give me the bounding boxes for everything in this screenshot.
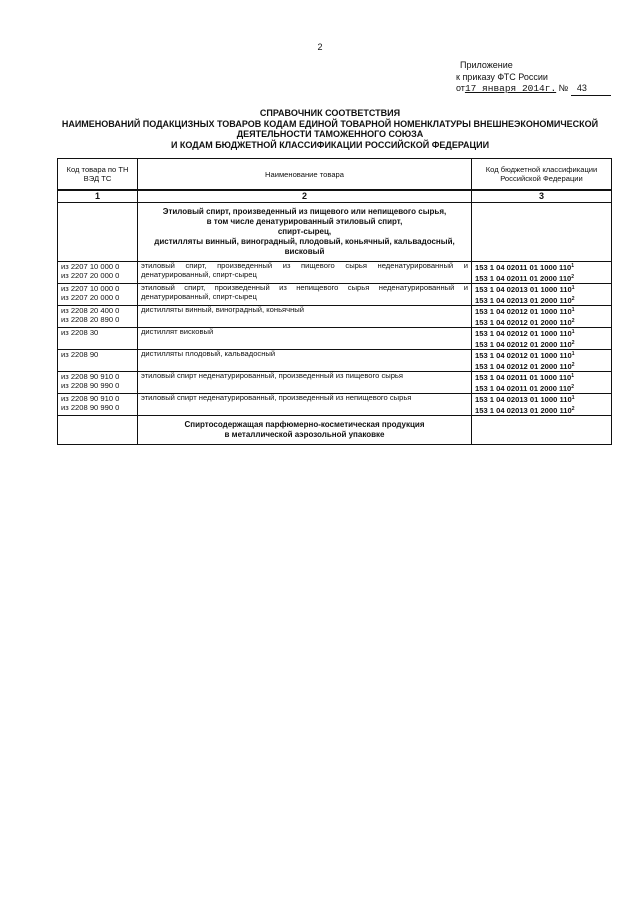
product-name: дистилляты плодовый, кальвадосный bbox=[138, 350, 472, 372]
group-name bbox=[138, 416, 472, 445]
title-line: СПРАВОЧНИК СООТВЕТСТВИЯ bbox=[259, 108, 401, 118]
tnved-code: из 2208 90 bbox=[61, 350, 99, 359]
footnote-marker: 1 bbox=[571, 351, 575, 357]
header-tnved-code: Код товара по ТН ВЭД ТС bbox=[58, 159, 138, 191]
kbk-code-line bbox=[475, 262, 608, 273]
kbk-code-line bbox=[475, 405, 608, 416]
kbk-code-line bbox=[475, 295, 608, 306]
kbk-code: 153 1 04 02013 01 1000 110 bbox=[475, 395, 572, 404]
column-number-row bbox=[58, 190, 612, 203]
footnote-marker: 2 bbox=[571, 361, 575, 368]
kbk-code-line bbox=[475, 383, 608, 394]
appendix-title: Приложение bbox=[460, 60, 513, 70]
tnved-code: из 2208 30 bbox=[61, 328, 99, 337]
kbk-code-line bbox=[475, 306, 608, 317]
kbk-code-cell bbox=[472, 262, 612, 284]
table-row bbox=[58, 284, 612, 306]
title-line: НАИМЕНОВАНИЙ ПОДАКЦИЗНЫХ ТОВАРОВ КОДАМ ЕДИНОЙ ТОВАРНОЙ НОМЕНКЛАТУРЫ ВНЕШНЕЭКОНОМИЧЕСКОЙ bbox=[61, 118, 599, 129]
kbk-code-cell bbox=[472, 328, 612, 350]
footnote-marker: 1 bbox=[571, 263, 575, 269]
kbk-code-cell bbox=[472, 350, 612, 372]
footnote-marker: 1 bbox=[571, 307, 575, 313]
date-prefix: от bbox=[456, 83, 465, 93]
group-name-line: спирт-сырец, bbox=[277, 227, 332, 236]
product-name: этиловый спирт, произведенный из непищевого сырья неденатурированный и денатурированный, спирт-сырец bbox=[138, 284, 472, 306]
kbk-code-cell bbox=[472, 372, 612, 394]
kbk-code-line bbox=[475, 350, 608, 361]
appendix-order: к приказу ФТС России bbox=[456, 71, 548, 82]
group-name-line: в том числе денатурированный этиловый спирт, bbox=[206, 217, 403, 226]
kbk-code: 153 1 04 02011 01 1000 110 bbox=[475, 373, 572, 382]
appendix-block bbox=[456, 60, 611, 96]
header-kbk-code: Код бюджетной классификации Российской Федерации bbox=[472, 159, 612, 191]
footnote-marker: 2 bbox=[571, 273, 575, 280]
kbk-code-line bbox=[475, 372, 608, 383]
order-number: 43 bbox=[571, 83, 611, 96]
group-name bbox=[138, 203, 472, 262]
tnved-code: из 2207 10 000 0 bbox=[61, 284, 120, 293]
title-line: ДЕЯТЕЛЬНОСТИ ТАМОЖЕННОГО СОЮЗА bbox=[236, 129, 424, 139]
kbk-code-cell bbox=[472, 306, 612, 328]
kbk-code-line bbox=[475, 361, 608, 372]
document-title bbox=[40, 108, 620, 150]
kbk-code: 153 1 04 02013 01 2000 110 bbox=[475, 295, 572, 305]
tnved-code: из 2208 20 400 0 bbox=[61, 306, 120, 315]
group-name-line: Этиловый спирт, произведенный из пищевого или непищевого сырья, bbox=[162, 207, 447, 216]
kbk-code: 153 1 04 02012 01 1000 110 bbox=[475, 307, 572, 316]
kbk-code-cell bbox=[472, 284, 612, 306]
kbk-code: 153 1 04 02012 01 2000 110 bbox=[475, 339, 572, 349]
kbk-code-line bbox=[475, 273, 608, 284]
group-row-perfumery bbox=[58, 416, 612, 445]
tnved-code: из 2208 90 910 0 bbox=[61, 394, 120, 403]
product-name: этиловый спирт неденатурированный, произведенный из непищевого сырья bbox=[138, 394, 472, 416]
footnote-marker: 2 bbox=[571, 295, 575, 302]
kbk-code-line bbox=[475, 394, 608, 405]
kbk-code: 153 1 04 02011 01 2000 110 bbox=[475, 383, 572, 393]
table-row bbox=[58, 394, 612, 416]
page-number: 2 bbox=[317, 42, 323, 52]
column-number: 2 bbox=[138, 190, 472, 203]
footnote-marker: 1 bbox=[571, 395, 575, 401]
product-name: этиловый спирт неденатурированный, произведенный из пищевого сырья bbox=[138, 372, 472, 394]
column-number: 1 bbox=[58, 190, 138, 203]
kbk-code-line bbox=[475, 339, 608, 350]
tnved-code: из 2208 90 910 0 bbox=[61, 372, 120, 381]
footnote-marker: 2 bbox=[571, 405, 575, 412]
tnved-code-cell bbox=[58, 328, 138, 350]
kbk-code-line bbox=[475, 328, 608, 339]
tnved-code: из 2207 10 000 0 bbox=[61, 262, 120, 271]
tnved-code-cell bbox=[58, 262, 138, 284]
kbk-code-cell bbox=[472, 394, 612, 416]
kbk-code-line bbox=[475, 284, 608, 295]
kbk-code: 153 1 04 02013 01 1000 110 bbox=[475, 285, 572, 294]
group-row-ethyl-alcohol bbox=[58, 203, 612, 262]
column-number: 3 bbox=[472, 190, 612, 203]
kbk-code: 153 1 04 02012 01 1000 110 bbox=[475, 329, 572, 338]
group-name-line: Спиртосодержащая парфюмерно-косметическая продукция bbox=[184, 420, 425, 429]
header-product-name: Наименование товара bbox=[138, 159, 472, 191]
product-name: этиловый спирт, произведенный из пищевого сырья неденатурированный и денатурированный, спирт-сырец bbox=[138, 262, 472, 284]
reference-table bbox=[57, 158, 612, 445]
tnved-code-cell bbox=[58, 306, 138, 328]
tnved-code-cell bbox=[58, 284, 138, 306]
kbk-code-line bbox=[475, 317, 608, 328]
footnote-marker: 1 bbox=[571, 373, 575, 379]
tnved-code: из 2207 20 000 0 bbox=[61, 271, 120, 280]
table-row bbox=[58, 350, 612, 372]
appendix-date-line bbox=[456, 83, 611, 96]
tnved-code-cell bbox=[58, 394, 138, 416]
kbk-code: 153 1 04 02012 01 2000 110 bbox=[475, 317, 572, 327]
group-name-line: дистилляты винный, виноградный, плодовый, коньячный, кальвадосный, bbox=[154, 237, 455, 246]
footnote-marker: 1 bbox=[571, 329, 575, 335]
kbk-code: 153 1 04 02012 01 2000 110 bbox=[475, 361, 572, 371]
tnved-code: из 2208 90 990 0 bbox=[61, 381, 120, 390]
tnved-code-cell bbox=[58, 350, 138, 372]
kbk-code: 153 1 04 02012 01 1000 110 bbox=[475, 351, 572, 360]
tnved-code: из 2208 90 990 0 bbox=[61, 403, 120, 412]
kbk-code: 153 1 04 02013 01 2000 110 bbox=[475, 405, 572, 415]
table-row bbox=[58, 372, 612, 394]
order-date: 17 января 2014г. bbox=[464, 83, 557, 94]
table-row bbox=[58, 306, 612, 328]
table-row bbox=[58, 262, 612, 284]
footnote-marker: 1 bbox=[571, 285, 575, 291]
group-name-line: в металлической аэрозольной упаковке bbox=[224, 430, 385, 439]
title-line: И КОДАМ БЮДЖЕТНОЙ КЛАССИФИКАЦИИ РОССИЙСКОЙ ФЕДЕРАЦИИ bbox=[170, 139, 490, 150]
tnved-code: из 2208 20 890 0 bbox=[61, 315, 120, 324]
footnote-marker: 2 bbox=[571, 383, 575, 390]
tnved-code: из 2207 20 000 0 bbox=[61, 293, 120, 302]
product-name: дистилляты винный, виноградный, коньячный bbox=[138, 306, 472, 328]
kbk-code: 153 1 04 02011 01 1000 110 bbox=[475, 263, 572, 272]
tnved-code-cell bbox=[58, 372, 138, 394]
number-prefix: № bbox=[558, 83, 569, 93]
table-row bbox=[58, 328, 612, 350]
footnote-marker: 2 bbox=[571, 339, 575, 346]
product-name: дистиллят висковый bbox=[138, 328, 472, 350]
header-row bbox=[58, 159, 612, 191]
group-name-line: висковый bbox=[284, 247, 325, 256]
kbk-code: 153 1 04 02011 01 2000 110 bbox=[475, 273, 572, 283]
footnote-marker: 2 bbox=[571, 317, 575, 324]
